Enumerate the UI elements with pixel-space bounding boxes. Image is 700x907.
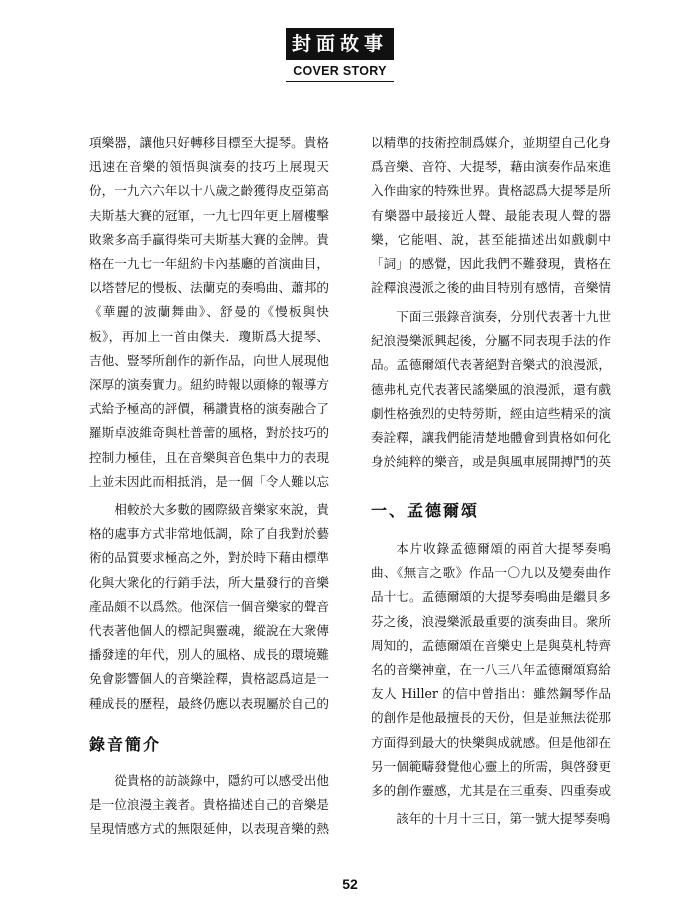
body-paragraph: 相較於大多數的國際級音樂家來說，貴格的處事方式非常地低調，除了自我對於藝術的品質要求極高之外，對於時下藉由標準化與大衆化的行銷手法，所大量發行的音樂產品頗不以爲然。他深信一個音樂家的聲音代表著他個人的標記與靈魂，縱說在大衆傳播發達的年代，別人的風格、成長的環境難免會影響個人的音樂詮釋，貴格認爲這是一種成長的歷程，最終仍應以表現屬於自己的 [89, 502, 329, 711]
right-column [371, 131, 611, 831]
section-heading: 錄音簡介 [89, 735, 162, 754]
left-column [89, 131, 329, 842]
section-header [286, 28, 394, 82]
body-paragraph: 下面三張錄音演奏，分別代表著十九世紀浪漫樂派興起後，分屬不同表現手法的作品。孟德爾頌代表著絕對音樂式的浪漫派，德弗札克代表著民謠樂風的浪漫派，還有戲劇性格強烈的史特勞斯，經由這些精采的演奏詮釋，讓我們能清楚地體會到貴格如何化身於純粹的樂音，或是與風車展開搏鬥的英 [371, 309, 611, 470]
page-number: 52 [342, 876, 358, 892]
body-paragraph: 從貴格的訪談錄中，隱約可以感受出他是一位浪漫主義者。貴格描述自己的音樂是呈現情感方式的無限延伸，以表現音樂的熱 [89, 773, 329, 837]
section-title: 封面故事 [286, 28, 394, 60]
body-paragraph: 該年的十月十三日，第一號大提琴奏鳴 [396, 811, 611, 826]
section-heading: 一、孟德爾頌 [371, 501, 480, 520]
body-paragraph: 以精準的技術控制爲媒介，並期望自己化身爲音樂、音符、大提琴，藉由演奏作品來進入作曲家的特殊世界。貴格認爲大提琴是所有樂器中最接近人聲、最能表現人聲的器樂，它能唱、說，甚至能描述出如戲劇中「詞」的感覺，因此我們不難發現，貴格在詮釋浪漫派之後的曲目特別有感情，音樂情 [371, 135, 611, 296]
body-paragraph: 項樂器，讓他只好轉移目標至大提琴。貴格迅速在音樂的領悟與演奏的技巧上展現天份，一九六六年以十八歲之齡獲得皮亞第高夫斯基大賽的冠軍，一九七四年更上層樓擊敗衆多高手贏得柴可夫斯基大賽的金牌。貴格在一九七一年紐約卡內基廳的首演曲目，以塔替尼的慢板、法蘭克的奏鳴曲、蕭邦的《華麗的波蘭舞曲》、舒曼的《慢板與快板》，再加上一首由傑夫．瓊斯爲大提琴、吉他、豎琴所創作的新作品，向世人展現他深厚的演奏實力。紐約時報以頭條的報導方式給予極高的評價，稱讚貴格的演奏融合了羅斯卓波維奇與杜普蕾的風格，對於技巧的控制力極佳，且在音樂與音色集中力的表現上並未因此而相抵消，是一個「令人難以忘 [89, 135, 329, 489]
body-paragraph: 本片收錄孟德爾頌的兩首大提琴奏鳴曲、《無言之歌》作品一〇九以及變奏曲作品十七。孟德爾頌的大提琴奏鳴曲是繼貝多芬之後，浪漫樂派最重要的演奏曲目。衆所周知的，孟德爾頌在音樂史上是與莫札特齊名的音樂神童，在一八三八年孟德爾頌寫給友人 Hiller 的信中曾指出：雖然鋼琴作品的創作是他最擅長的天份，但是並無法從那方面得到最大的快樂與成就感。但是他卻在另一個範疇發覺他心靈上的所需，與啓發更多的創作靈感，尤其是在三重奏、四重奏或 [371, 541, 611, 799]
section-subtitle: COVER STORY [286, 60, 394, 82]
